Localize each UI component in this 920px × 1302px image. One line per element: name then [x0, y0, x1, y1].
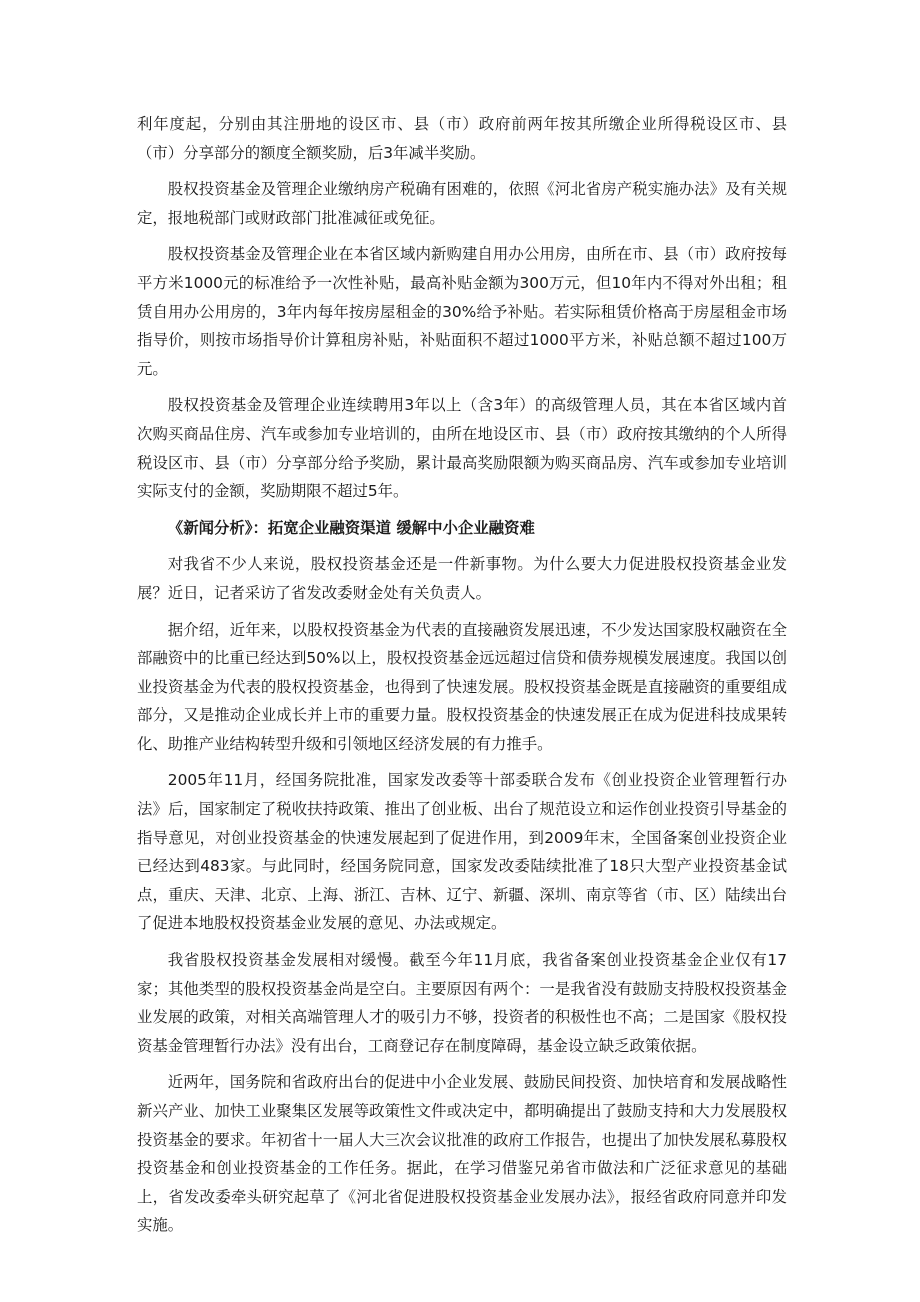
paragraph-property-tax: 股权投资基金及管理企业缴纳房产税确有困难的，依照《河北省房产税实施办法》及有关规定，报地税部门或财政部门批准减征或免征。 [137, 180, 787, 227]
document-body [137, 110, 787, 1248]
paragraph-office-subsidy: 股权投资基金及管理企业在本省区域内新购建自用办公用房，由所在市、县（市）政府按每平方米1000元的标准给予一次性补贴，最高补贴金额为300万元，但10年内不得对外出租；租赁自用办公用房的，3年内每年按房屋租金的30%给予补贴。若实际租赁价格高于房屋租金市场指导价，则按市场指导价计算租房补贴，补贴面积不超过1000平方米，补贴总额不超过100万元。 [137, 245, 787, 378]
paragraph-intro: 对我省不少人来说，股权投资基金还是一件新事物。为什么要大力促进股权投资基金业发展？近日，记者采访了省发改委财金处有关负责人。 [137, 555, 787, 602]
paragraph-province-status: 我省股权投资基金发展相对缓慢。截至今年11月底，我省备案创业投资基金企业仅有17家；其他类型的股权投资基金尚是空白。主要原因有两个：一是我省没有鼓励支持股权投资基金业发展的政策，对相关高端管理人才的吸引力不够，投资者的积极性也不高；二是国家《股权投资基金管理暂行办法》没有出台，工商登记存在制度障碍，基金设立缺乏政策依据。 [137, 951, 787, 1055]
paragraph-direct-financing: 据介绍，近年来，以股权投资基金为代表的直接融资发展迅速，不少发达国家股权融资在全部融资中的比重已经达到50%以上，股权投资基金远远超过信贷和债券规模发展速度。我国以创业投资基金为代表的股权投资基金，也得到了快速发展。股权投资基金既是直接融资的重要组成部分，又是推动企业成长并上市的重要力量。股权投资基金的快速发展正在成为促进科技成果转化、助推产业结构转型升级和引领地区经济发展的有力推手。 [137, 620, 787, 753]
paragraph-national-policy: 2005年11月，经国务院批准，国家发改委等十部委联合发布《创业投资企业管理暂行办法》后，国家制定了税收扶持政策、推出了创业板、出台了规范设立和运作创业投资引导基金的指导意见，对创业投资基金的快速发展起到了促进作用，到2009年末，全国备案创业投资企业已经达到483家。与此同时，经国务院同意，国家发改委陆续批准了18只大型产业投资基金试点，重庆、天津、北京、上海、浙江、吉林、辽宁、新疆、深圳、南京等省（市、区）陆续出台了促进本地股权投资基金业发展的意见、办法或规定。 [137, 771, 787, 933]
news-analysis-heading: 《新闻分析》：拓宽企业融资渠道 缓解中小企业融资难 [167, 518, 535, 537]
paragraph-continued: 利年度起，分别由其注册地的设区市、县（市）政府前两年按其所缴企业所得税设区市、县（市）分享部分的额度全额奖励，后3年减半奖励。 [137, 115, 787, 162]
paragraph-manager-reward: 股权投资基金及管理企业连续聘用3年以上（含3年）的高级管理人员，其在本省区域内首次购买商品住房、汽车或参加专业培训的，由所在地设区市、县（市）政府按其缴纳的个人所得税设区市、县（市）分享部分给予奖励，累计最高奖励限额为购买商品房、汽车或参加专业培训实际支付的金额，奖励期限不超过5年。 [137, 396, 787, 501]
paragraph-recent-years: 近两年，国务院和省政府出台的促进中小企业发展、鼓励民间投资、加快培育和发展战略性新兴产业、加快工业聚集区发展等政策性文件或决定中，都明确提出了鼓励支持和大力发展股权投资基金的要求。年初省十一届人大三次会议批准的政府工作报告，也提出了加快发展私募股权投资基金和创业投资基金的工作任务。据此，在学习借鉴兄弟省市做法和广泛征求意见的基础上，省发改委牵头研究起草了《河北省促进股权投资基金业发展办法》，报经省政府同意并印发实施。 [137, 1073, 787, 1235]
